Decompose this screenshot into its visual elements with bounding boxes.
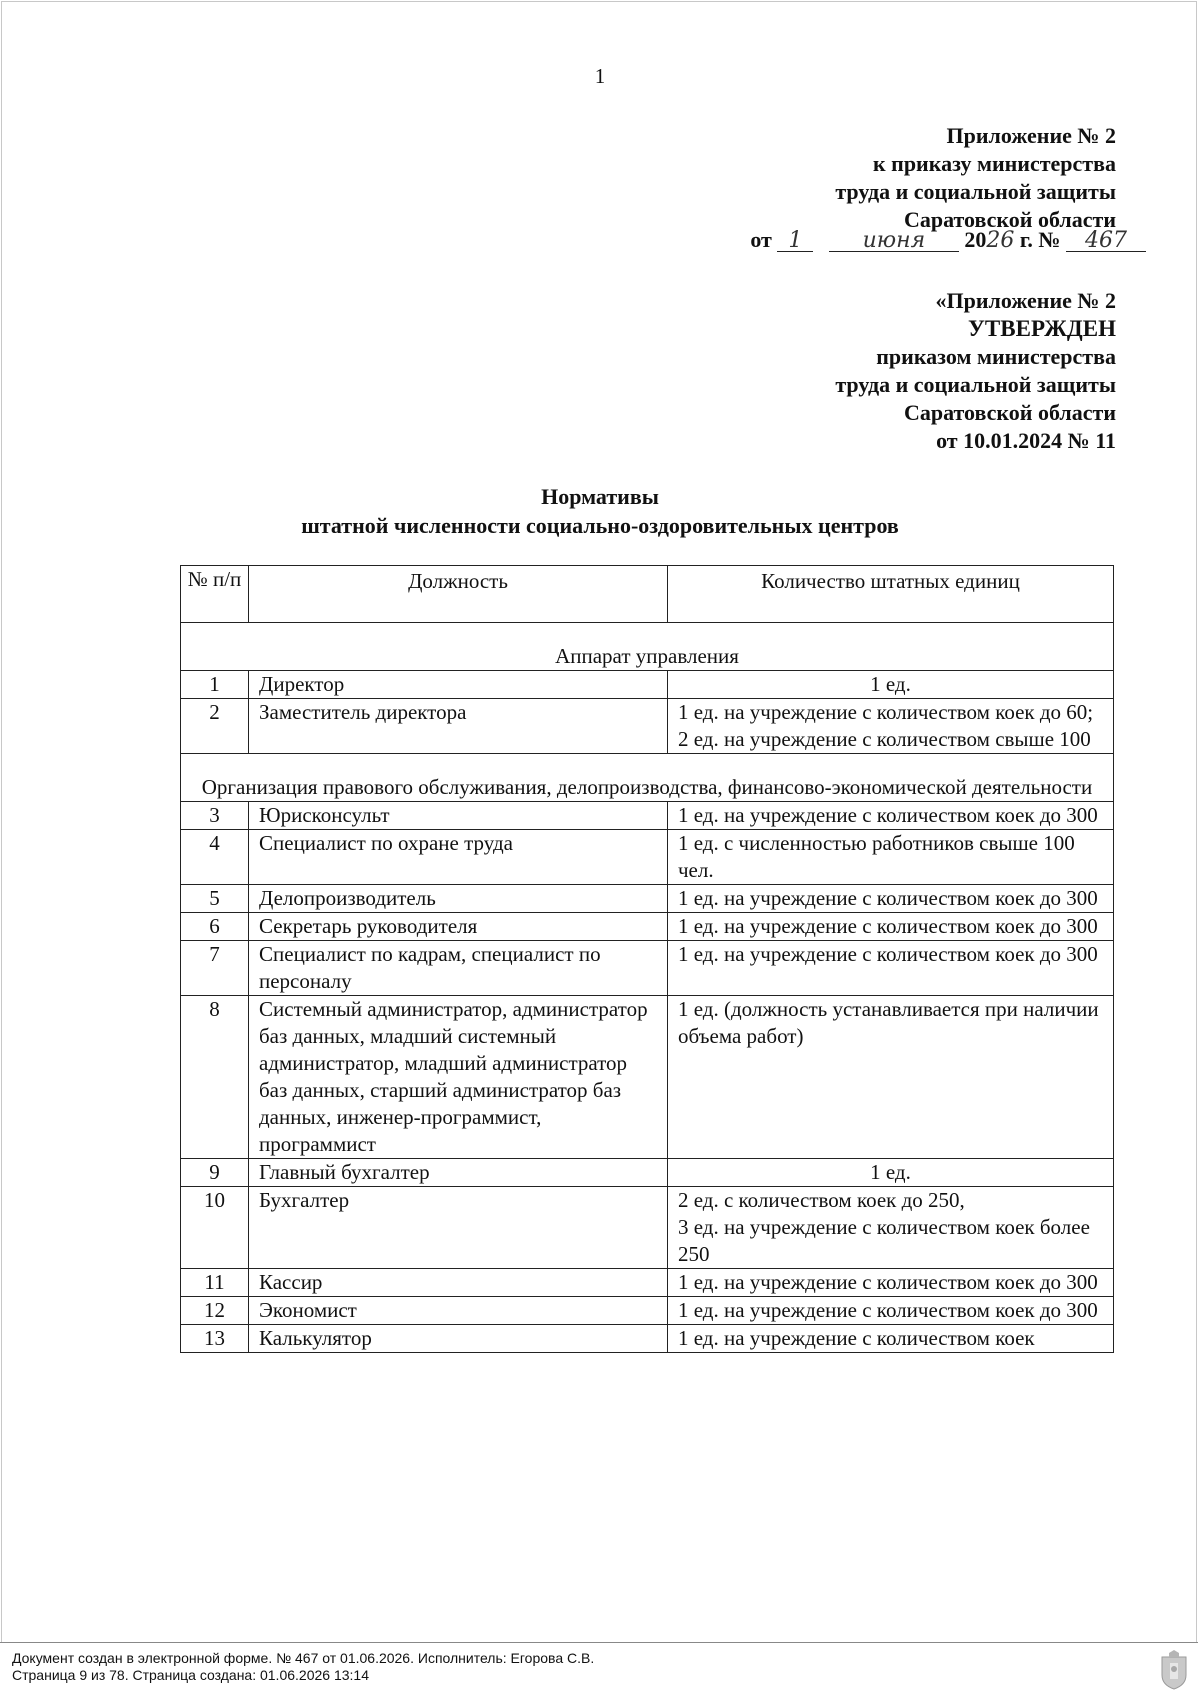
- footer-line-1: Документ создан в электронной форме. № 467 от 01.06.2026. Исполнитель: Егорова С.В.: [12, 1650, 595, 1666]
- row-num: 3: [181, 802, 249, 830]
- row-num: 12: [181, 1297, 249, 1325]
- quantity-line: 2 ед. с количеством коек до 250,: [678, 1188, 965, 1212]
- title-line-1: Нормативы: [541, 484, 659, 509]
- table-row: [181, 1325, 1114, 1353]
- row-position: Секретарь руководителя: [249, 913, 668, 941]
- table-row: [181, 1159, 1114, 1187]
- row-quantity: 1 ед.: [668, 671, 1114, 699]
- row-position: Системный администратор, администратор баз данных, младший системный администратор, младший администратор баз данных, старший администратор баз данных, инженер-программист, программист: [249, 996, 668, 1159]
- quantity-line: 1 ед. на учреждение с количеством коек до 60;: [678, 700, 1094, 724]
- row-num: 7: [181, 941, 249, 996]
- row-position: Директор: [249, 671, 668, 699]
- table-row: [181, 1297, 1114, 1325]
- title-line-2: штатной численности социально-оздоровительных центров: [301, 513, 899, 538]
- header-quantity: Количество штатных единиц: [668, 566, 1114, 623]
- row-quantity: 1 ед. на учреждение с количеством коек: [668, 1325, 1114, 1353]
- row-position: Бухгалтер: [249, 1187, 668, 1269]
- document-title: [0, 482, 1200, 540]
- row-num: 11: [181, 1269, 249, 1297]
- row-num: 1: [181, 671, 249, 699]
- row-position: Экономист: [249, 1297, 668, 1325]
- staffing-table: [180, 565, 1114, 1353]
- quantity-line: 2 ед. на учреждение с количеством свыше 100: [678, 727, 1091, 751]
- approved-heading: УТВЕРЖДЕН: [968, 316, 1116, 341]
- table-row: [181, 885, 1114, 913]
- approved-line: труда и социальной защиты: [835, 372, 1116, 397]
- approved-line: приказом министерства: [876, 344, 1116, 369]
- row-quantity: 1 ед. на учреждение с количеством коек до 300: [668, 913, 1114, 941]
- row-num: 10: [181, 1187, 249, 1269]
- row-quantity: 1 ед. с численностью работников свыше 100 чел.: [668, 830, 1114, 885]
- approved-block: [835, 287, 1116, 455]
- date-year-end: г. №: [1019, 227, 1061, 252]
- section-row: [181, 623, 1114, 671]
- approved-line: «Приложение № 2: [935, 288, 1116, 313]
- row-position: Юрисконсульт: [249, 802, 668, 830]
- row-quantity: 1 ед. (должность устанавливается при наличии объема работ): [668, 996, 1114, 1159]
- row-num: 2: [181, 699, 249, 754]
- row-position: Заместитель директора: [249, 699, 668, 754]
- table-row: [181, 996, 1114, 1159]
- row-num: 9: [181, 1159, 249, 1187]
- row-position: Главный бухгалтер: [249, 1159, 668, 1187]
- row-quantity: 1 ед. на учреждение с количеством коек до 300: [668, 941, 1114, 996]
- row-num: 5: [181, 885, 249, 913]
- table-row: [181, 699, 1114, 754]
- header-num: № п/п: [181, 566, 249, 623]
- row-position: Калькулятор: [249, 1325, 668, 1353]
- quantity-line: 3 ед. на учреждение с количеством коек более 250: [678, 1215, 1090, 1266]
- order-date-line: [750, 226, 1146, 255]
- row-num: 8: [181, 996, 249, 1159]
- annex-header-line: к приказу министерства: [872, 151, 1116, 176]
- row-quantity: 1 ед.: [668, 1159, 1114, 1187]
- row-quantity: 1 ед. на учреждение с количеством коек до 300: [668, 1269, 1114, 1297]
- table-row: [181, 941, 1114, 996]
- row-quantity: 1 ед. на учреждение с количеством коек до 300: [668, 1297, 1114, 1325]
- footer-text: [12, 1650, 594, 1684]
- footer-bar: [0, 1642, 1198, 1697]
- row-position: Кассир: [249, 1269, 668, 1297]
- approved-line: Саратовской области: [903, 400, 1116, 425]
- row-position: Специалист по кадрам, специалист по персоналу: [249, 941, 668, 996]
- section-title: Аппарат управления: [181, 623, 1114, 671]
- handwritten-order-number: 467: [1066, 227, 1146, 252]
- date-year-prefix: 20: [964, 227, 987, 252]
- table-row: [181, 802, 1114, 830]
- row-num: 13: [181, 1325, 249, 1353]
- handwritten-year: 26: [986, 228, 1015, 253]
- section-row: [181, 754, 1114, 802]
- handwritten-month: июня: [829, 227, 959, 252]
- annex-header-line: труда и социальной защиты: [835, 179, 1116, 204]
- table-header-row: [181, 566, 1114, 623]
- coat-of-arms-icon: [1158, 1649, 1190, 1691]
- table-row: [181, 830, 1114, 885]
- row-quantity: [668, 1187, 1114, 1269]
- row-position: Делопроизводитель: [249, 885, 668, 913]
- footer-line-2: Страница 9 из 78. Страница создана: 01.06.2026 13:14: [12, 1667, 369, 1683]
- annex-header-line: Приложение № 2: [946, 123, 1116, 148]
- row-quantity: [668, 699, 1114, 754]
- table-row: [181, 913, 1114, 941]
- row-quantity: 1 ед. на учреждение с количеством коек до 300: [668, 885, 1114, 913]
- handwritten-day: 1: [777, 227, 813, 252]
- annex-header: [835, 122, 1116, 234]
- approved-date: от 10.01.2024 № 11: [936, 428, 1116, 453]
- table-row: [181, 1187, 1114, 1269]
- page-number: 1: [594, 64, 606, 88]
- row-num: 4: [181, 830, 249, 885]
- date-prefix: от: [750, 227, 772, 252]
- annex-header-line: Саратовской области: [903, 207, 1116, 232]
- row-position: Специалист по охране труда: [249, 830, 668, 885]
- table-row: [181, 671, 1114, 699]
- table-row: [181, 1269, 1114, 1297]
- header-position: Должность: [249, 566, 668, 623]
- row-quantity: 1 ед. на учреждение с количеством коек до 300: [668, 802, 1114, 830]
- row-num: 6: [181, 913, 249, 941]
- section-title: Организация правового обслуживания, делопроизводства, финансово-экономической деятельности: [181, 754, 1114, 802]
